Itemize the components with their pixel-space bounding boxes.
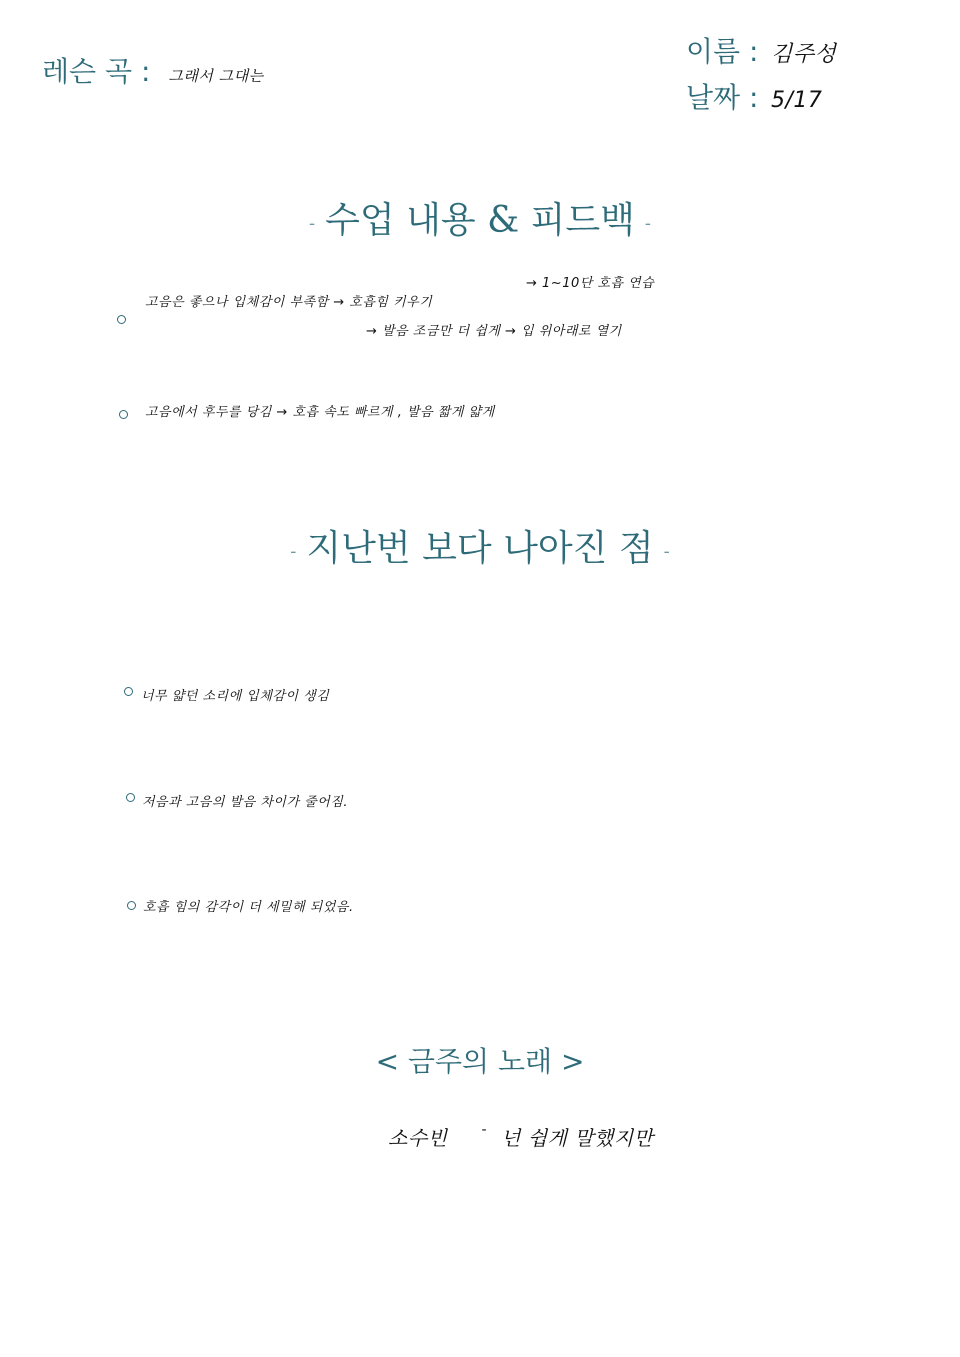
title-dash-left: - bbox=[309, 212, 316, 234]
lesson-song-value: 그래서 그대는 bbox=[168, 67, 264, 85]
date-value: 5/17 bbox=[771, 88, 823, 113]
weekly-song-line bbox=[388, 1122, 654, 1151]
student-meta bbox=[686, 30, 836, 122]
bullet-icon bbox=[119, 410, 128, 419]
bullet-icon bbox=[127, 901, 136, 910]
feedback-title-text: 수업 내용 & 피드백 bbox=[325, 200, 635, 241]
weekly-song-separator: - bbox=[481, 1122, 488, 1138]
improvements-title-text: 지난번 보다 나아진 점 bbox=[306, 528, 654, 569]
bullet-icon bbox=[117, 315, 126, 324]
name-row bbox=[686, 30, 836, 76]
feedback-1-branch: → 1~10단 호흡 연습 bbox=[526, 276, 655, 291]
title-dash-left: - bbox=[290, 540, 297, 562]
name-label: 이름 : bbox=[686, 35, 759, 68]
weekly-song-name: 넌 쉽게 말했지만 bbox=[501, 1126, 654, 1150]
weekly-song-title: < 금주의 노래 > bbox=[375, 1045, 585, 1078]
date-label: 날짜 : bbox=[686, 81, 759, 114]
name-value: 김주성 bbox=[771, 42, 837, 67]
improvement-item: 저음과 고음의 발음 차이가 줄어짐. bbox=[142, 795, 348, 810]
feedback-1-line2: → 발음 조금만 더 쉽게 → 입 위아래로 열기 bbox=[366, 324, 622, 339]
title-dash-right: - bbox=[663, 540, 670, 562]
bullet-icon bbox=[126, 793, 135, 802]
weekly-song-artist: 소수빈 bbox=[388, 1126, 448, 1150]
date-row bbox=[686, 76, 836, 122]
bullet-icon bbox=[124, 687, 133, 696]
lesson-song bbox=[42, 50, 264, 90]
improvement-item: 호흡 힘의 감각이 더 세밀해 되었음. bbox=[143, 900, 354, 915]
improvements-title bbox=[0, 520, 960, 571]
feedback-2-line1: 고음에서 후두를 당김 → 호흡 속도 빠르게 , 발음 짧게 얇게 bbox=[145, 405, 495, 420]
improvement-item: 너무 얇던 소리에 입체감이 생김 bbox=[141, 689, 330, 704]
feedback-title bbox=[0, 192, 960, 243]
feedback-1-line1: 고음은 좋으나 입체감이 부족함 → 호흡힘 키우기 bbox=[145, 295, 433, 310]
lesson-song-label: 레슨 곡 : bbox=[42, 55, 151, 88]
title-dash-right: - bbox=[644, 212, 651, 234]
